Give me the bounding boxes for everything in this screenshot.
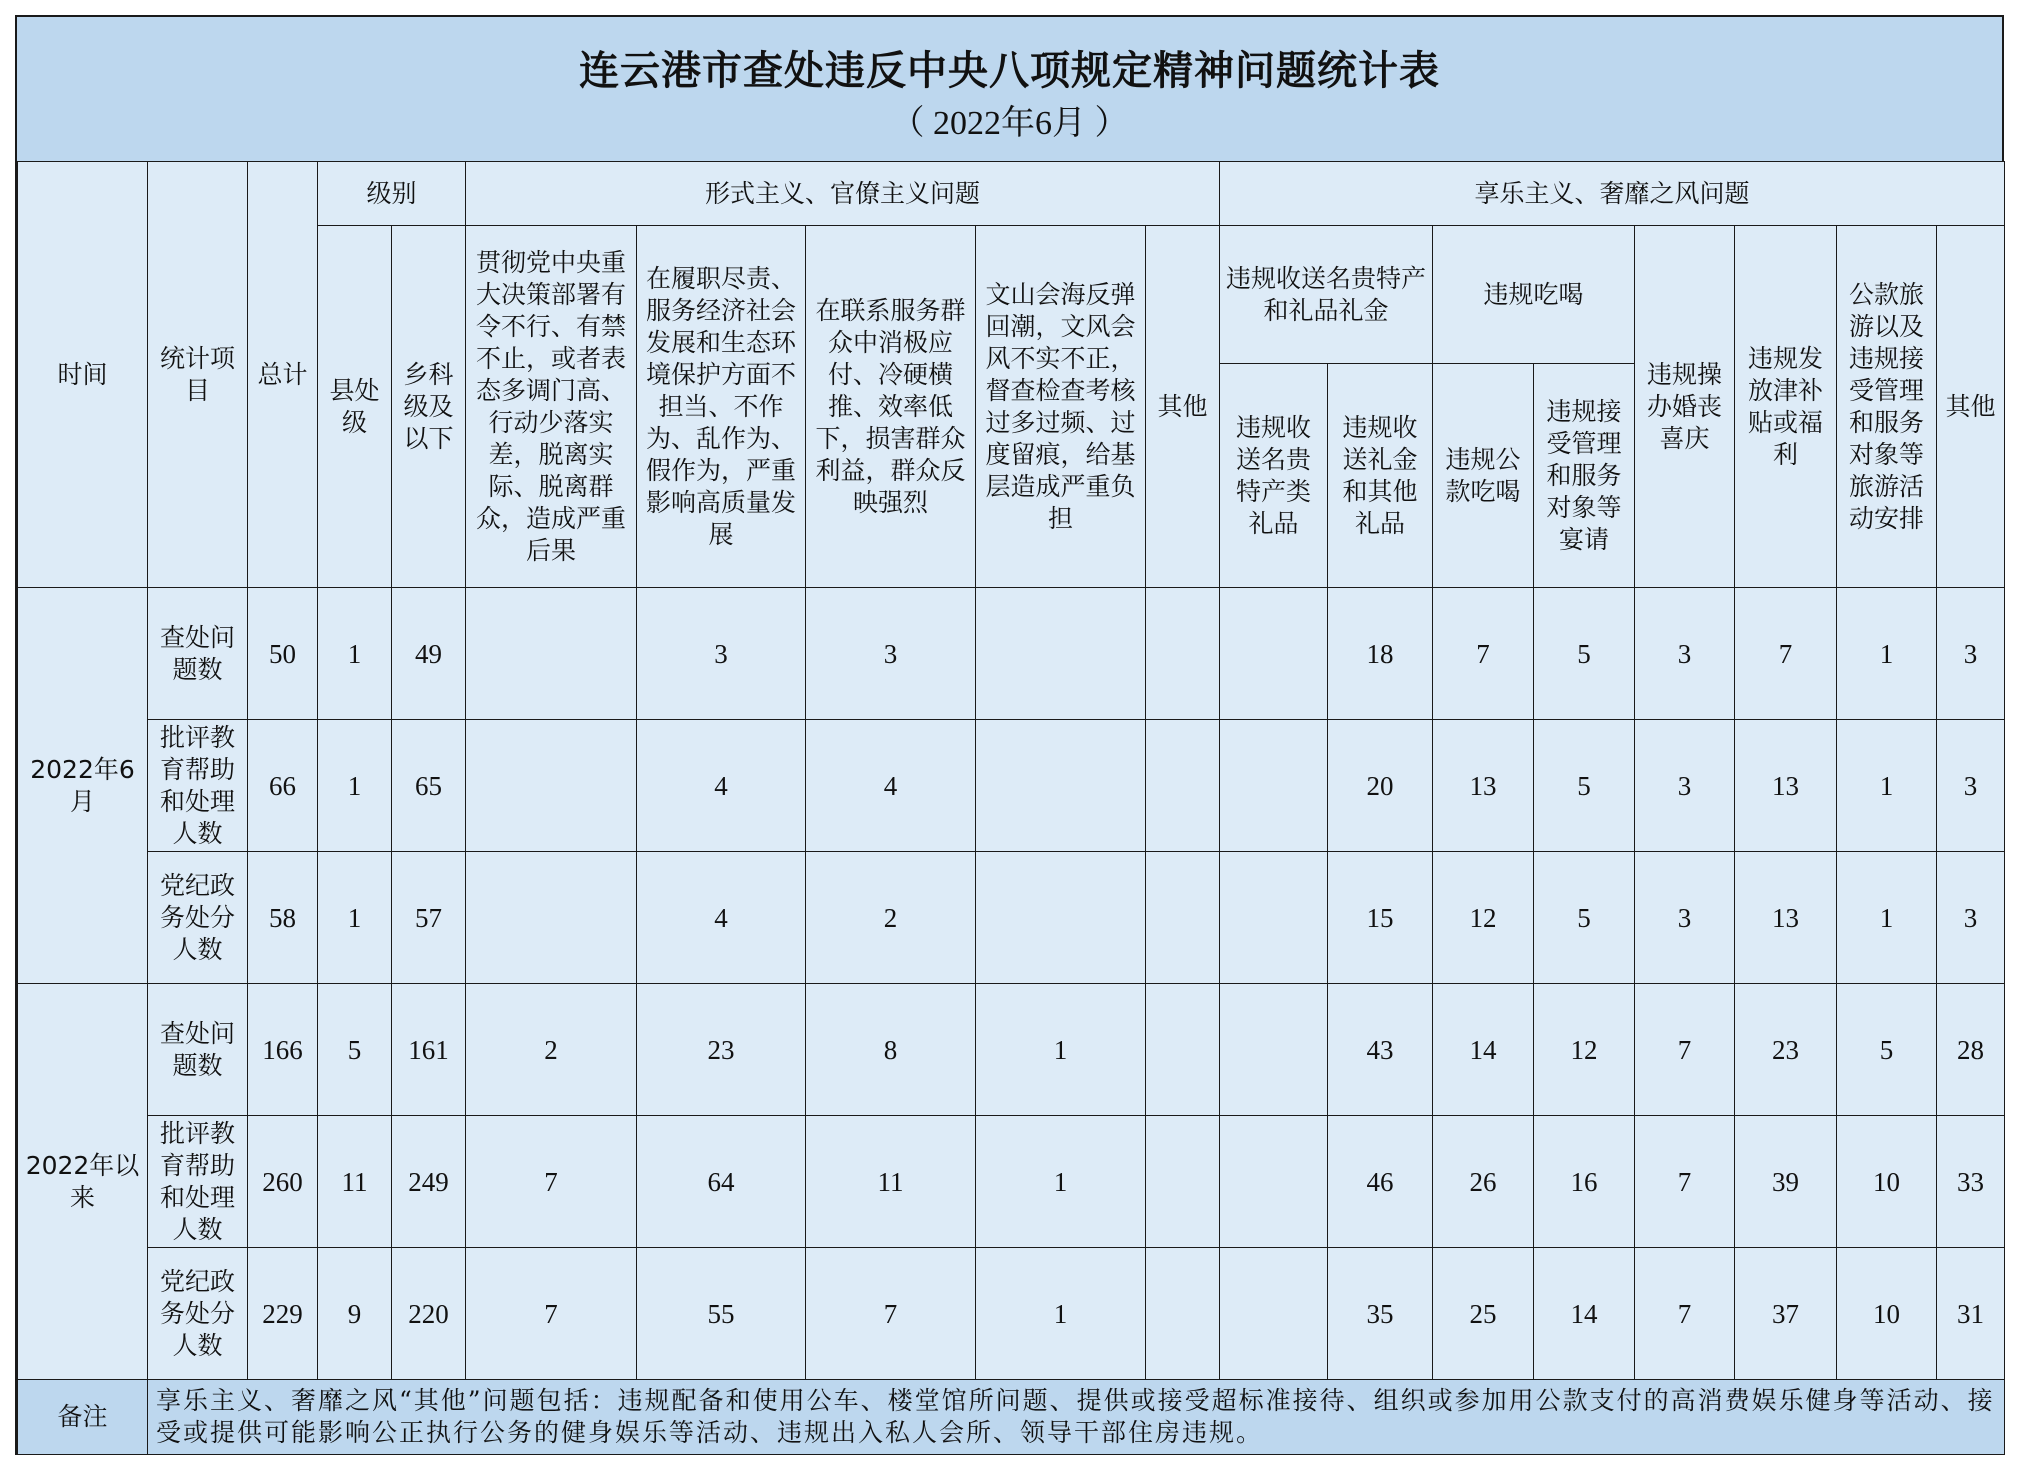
f5-cell	[1146, 852, 1220, 984]
h6-cell: 23	[1735, 984, 1837, 1116]
f3-cell: 11	[806, 1116, 976, 1248]
county-cell: 11	[318, 1116, 392, 1248]
h8-cell: 31	[1937, 1248, 2005, 1380]
township-cell: 220	[392, 1248, 466, 1380]
county-cell: 9	[318, 1248, 392, 1380]
header-item: 统计项目	[148, 162, 248, 588]
h7-cell: 10	[1837, 1248, 1937, 1380]
county-cell: 1	[318, 720, 392, 852]
h4-cell: 5	[1534, 588, 1635, 720]
header-h7: 公款旅游以及违规接受管理和服务对象等旅游活动安排	[1837, 226, 1937, 588]
f4-cell	[976, 588, 1146, 720]
f2-cell: 4	[637, 852, 806, 984]
f4-cell	[976, 852, 1146, 984]
h2-cell: 18	[1328, 588, 1433, 720]
title-band	[17, 17, 2002, 163]
header-level-group: 级别	[318, 162, 466, 226]
item-cell: 党纪政务处分人数	[148, 1248, 248, 1380]
f2-cell: 3	[637, 588, 806, 720]
total-cell: 50	[248, 588, 318, 720]
f3-cell: 4	[806, 720, 976, 852]
h8-cell: 33	[1937, 1116, 2005, 1248]
f5-cell	[1146, 588, 1220, 720]
header-total: 总计	[248, 162, 318, 588]
township-cell: 57	[392, 852, 466, 984]
h8-cell: 3	[1937, 852, 2005, 984]
f5-cell	[1146, 1248, 1220, 1380]
h5-cell: 3	[1635, 852, 1735, 984]
f1-cell	[466, 720, 637, 852]
f1-cell: 2	[466, 984, 637, 1116]
header-f4: 文山会海反弹回潮，文风会风不实不正，督查检查考核过多过频、过度留痕，给基层造成严重负担	[976, 226, 1146, 588]
f4-cell	[976, 720, 1146, 852]
f4-cell: 1	[976, 1248, 1146, 1380]
page-subtitle: （ 2022年6月 ）	[890, 105, 1129, 142]
h1-cell	[1220, 852, 1328, 984]
h5-cell: 7	[1635, 1248, 1735, 1380]
f2-cell: 23	[637, 984, 806, 1116]
h4-cell: 12	[1534, 984, 1635, 1116]
f5-cell	[1146, 720, 1220, 852]
statistics-table	[17, 161, 2005, 1455]
statistics-sheet	[15, 15, 2004, 1455]
header-f1: 贯彻党中央重大决策部署有令不行、有禁不止，或者表态多调门高、行动少落实差，脱离实际、脱离群众，造成严重后果	[466, 226, 637, 588]
f1-cell	[466, 852, 637, 984]
header-h2: 违规收送礼金和其他礼品	[1328, 364, 1433, 588]
item-cell: 党纪政务处分人数	[148, 852, 248, 984]
total-cell: 58	[248, 852, 318, 984]
header-dining-group: 违规吃喝	[1433, 226, 1635, 364]
note-label: 备注	[18, 1380, 148, 1455]
h1-cell	[1220, 588, 1328, 720]
header-h3: 违规公款吃喝	[1433, 364, 1534, 588]
h2-cell: 20	[1328, 720, 1433, 852]
h4-cell: 14	[1534, 1248, 1635, 1380]
h6-cell: 39	[1735, 1116, 1837, 1248]
township-cell: 249	[392, 1116, 466, 1248]
h3-cell: 13	[1433, 720, 1534, 852]
county-cell: 1	[318, 852, 392, 984]
h2-cell: 15	[1328, 852, 1433, 984]
header-formalism-group: 形式主义、官僚主义问题	[466, 162, 1220, 226]
h8-cell: 3	[1937, 588, 2005, 720]
table-row	[18, 720, 2005, 852]
h3-cell: 7	[1433, 588, 1534, 720]
header-f5: 其他	[1146, 226, 1220, 588]
note-row	[18, 1380, 2005, 1455]
h5-cell: 3	[1635, 720, 1735, 852]
h5-cell: 7	[1635, 1116, 1735, 1248]
header-h1: 违规收送名贵特产类礼品	[1220, 364, 1328, 588]
f3-cell: 2	[806, 852, 976, 984]
h7-cell: 1	[1837, 720, 1937, 852]
f2-cell: 55	[637, 1248, 806, 1380]
h2-cell: 46	[1328, 1116, 1433, 1248]
f4-cell: 1	[976, 1116, 1146, 1248]
item-cell: 批评教育帮助和处理人数	[148, 720, 248, 852]
f5-cell	[1146, 984, 1220, 1116]
f1-cell	[466, 588, 637, 720]
total-cell: 229	[248, 1248, 318, 1380]
header-gift-group: 违规收送名贵特产和礼品礼金	[1220, 226, 1433, 364]
h7-cell: 10	[1837, 1116, 1937, 1248]
f4-cell: 1	[976, 984, 1146, 1116]
header-hedonism-group: 享乐主义、奢靡之风问题	[1220, 162, 2005, 226]
township-cell: 161	[392, 984, 466, 1116]
item-cell: 查处问题数	[148, 984, 248, 1116]
f3-cell: 8	[806, 984, 976, 1116]
f1-cell: 7	[466, 1116, 637, 1248]
f2-cell: 64	[637, 1116, 806, 1248]
period-cell: 2022年6月	[18, 588, 148, 984]
h6-cell: 37	[1735, 1248, 1837, 1380]
h6-cell: 13	[1735, 852, 1837, 984]
f3-cell: 7	[806, 1248, 976, 1380]
h5-cell: 7	[1635, 984, 1735, 1116]
header-h6: 违规发放津补贴或福利	[1735, 226, 1837, 588]
h3-cell: 26	[1433, 1116, 1534, 1248]
h8-cell: 3	[1937, 720, 2005, 852]
h2-cell: 43	[1328, 984, 1433, 1116]
header-f3: 在联系服务群众中消极应付、冷硬横推、效率低下，损害群众利益，群众反映强烈	[806, 226, 976, 588]
header-level-county: 县处级	[318, 226, 392, 588]
h7-cell: 5	[1837, 984, 1937, 1116]
h6-cell: 13	[1735, 720, 1837, 852]
h4-cell: 16	[1534, 1116, 1635, 1248]
h1-cell	[1220, 1248, 1328, 1380]
county-cell: 1	[318, 588, 392, 720]
item-cell: 批评教育帮助和处理人数	[148, 1116, 248, 1248]
total-cell: 166	[248, 984, 318, 1116]
h1-cell	[1220, 720, 1328, 852]
page-title: 连云港市查处违反中央八项规定精神问题统计表	[579, 47, 1440, 94]
h6-cell: 7	[1735, 588, 1837, 720]
h1-cell	[1220, 984, 1328, 1116]
total-cell: 66	[248, 720, 318, 852]
table-row	[18, 588, 2005, 720]
f5-cell	[1146, 1116, 1220, 1248]
h1-cell	[1220, 1116, 1328, 1248]
f3-cell: 3	[806, 588, 976, 720]
h8-cell: 28	[1937, 984, 2005, 1116]
h2-cell: 35	[1328, 1248, 1433, 1380]
h5-cell: 3	[1635, 588, 1735, 720]
header-h8: 其他	[1937, 226, 2005, 588]
period-cell: 2022年以来	[18, 984, 148, 1380]
header-level-township: 乡科级及以下	[392, 226, 466, 588]
table-row	[18, 852, 2005, 984]
h7-cell: 1	[1837, 588, 1937, 720]
township-cell: 65	[392, 720, 466, 852]
h4-cell: 5	[1534, 852, 1635, 984]
header-f2: 在履职尽责、服务经济社会发展和生态环境保护方面不担当、不作为、乱作为、假作为，严重影响高质量发展	[637, 226, 806, 588]
table-row	[18, 1248, 2005, 1380]
f2-cell: 4	[637, 720, 806, 852]
township-cell: 49	[392, 588, 466, 720]
item-cell: 查处问题数	[148, 588, 248, 720]
note-text: 享乐主义、奢靡之风“其他”问题包括：违规配备和使用公车、楼堂馆所问题、提供或接受超标准接待、组织或参加用公款支付的高消费娱乐健身等活动、接受或提供可能影响公正执行公务的健身娱乐等活动、违规出入私人会所、领导干部住房违规。	[148, 1380, 2005, 1455]
total-cell: 260	[248, 1116, 318, 1248]
header-h5: 违规操办婚丧喜庆	[1635, 226, 1735, 588]
table-row	[18, 1116, 2005, 1248]
header-time: 时间	[18, 162, 148, 588]
table-row	[18, 984, 2005, 1116]
h3-cell: 25	[1433, 1248, 1534, 1380]
header-h4: 违规接受管理和服务对象等宴请	[1534, 364, 1635, 588]
h7-cell: 1	[1837, 852, 1937, 984]
f1-cell: 7	[466, 1248, 637, 1380]
h3-cell: 14	[1433, 984, 1534, 1116]
county-cell: 5	[318, 984, 392, 1116]
h4-cell: 5	[1534, 720, 1635, 852]
h3-cell: 12	[1433, 852, 1534, 984]
